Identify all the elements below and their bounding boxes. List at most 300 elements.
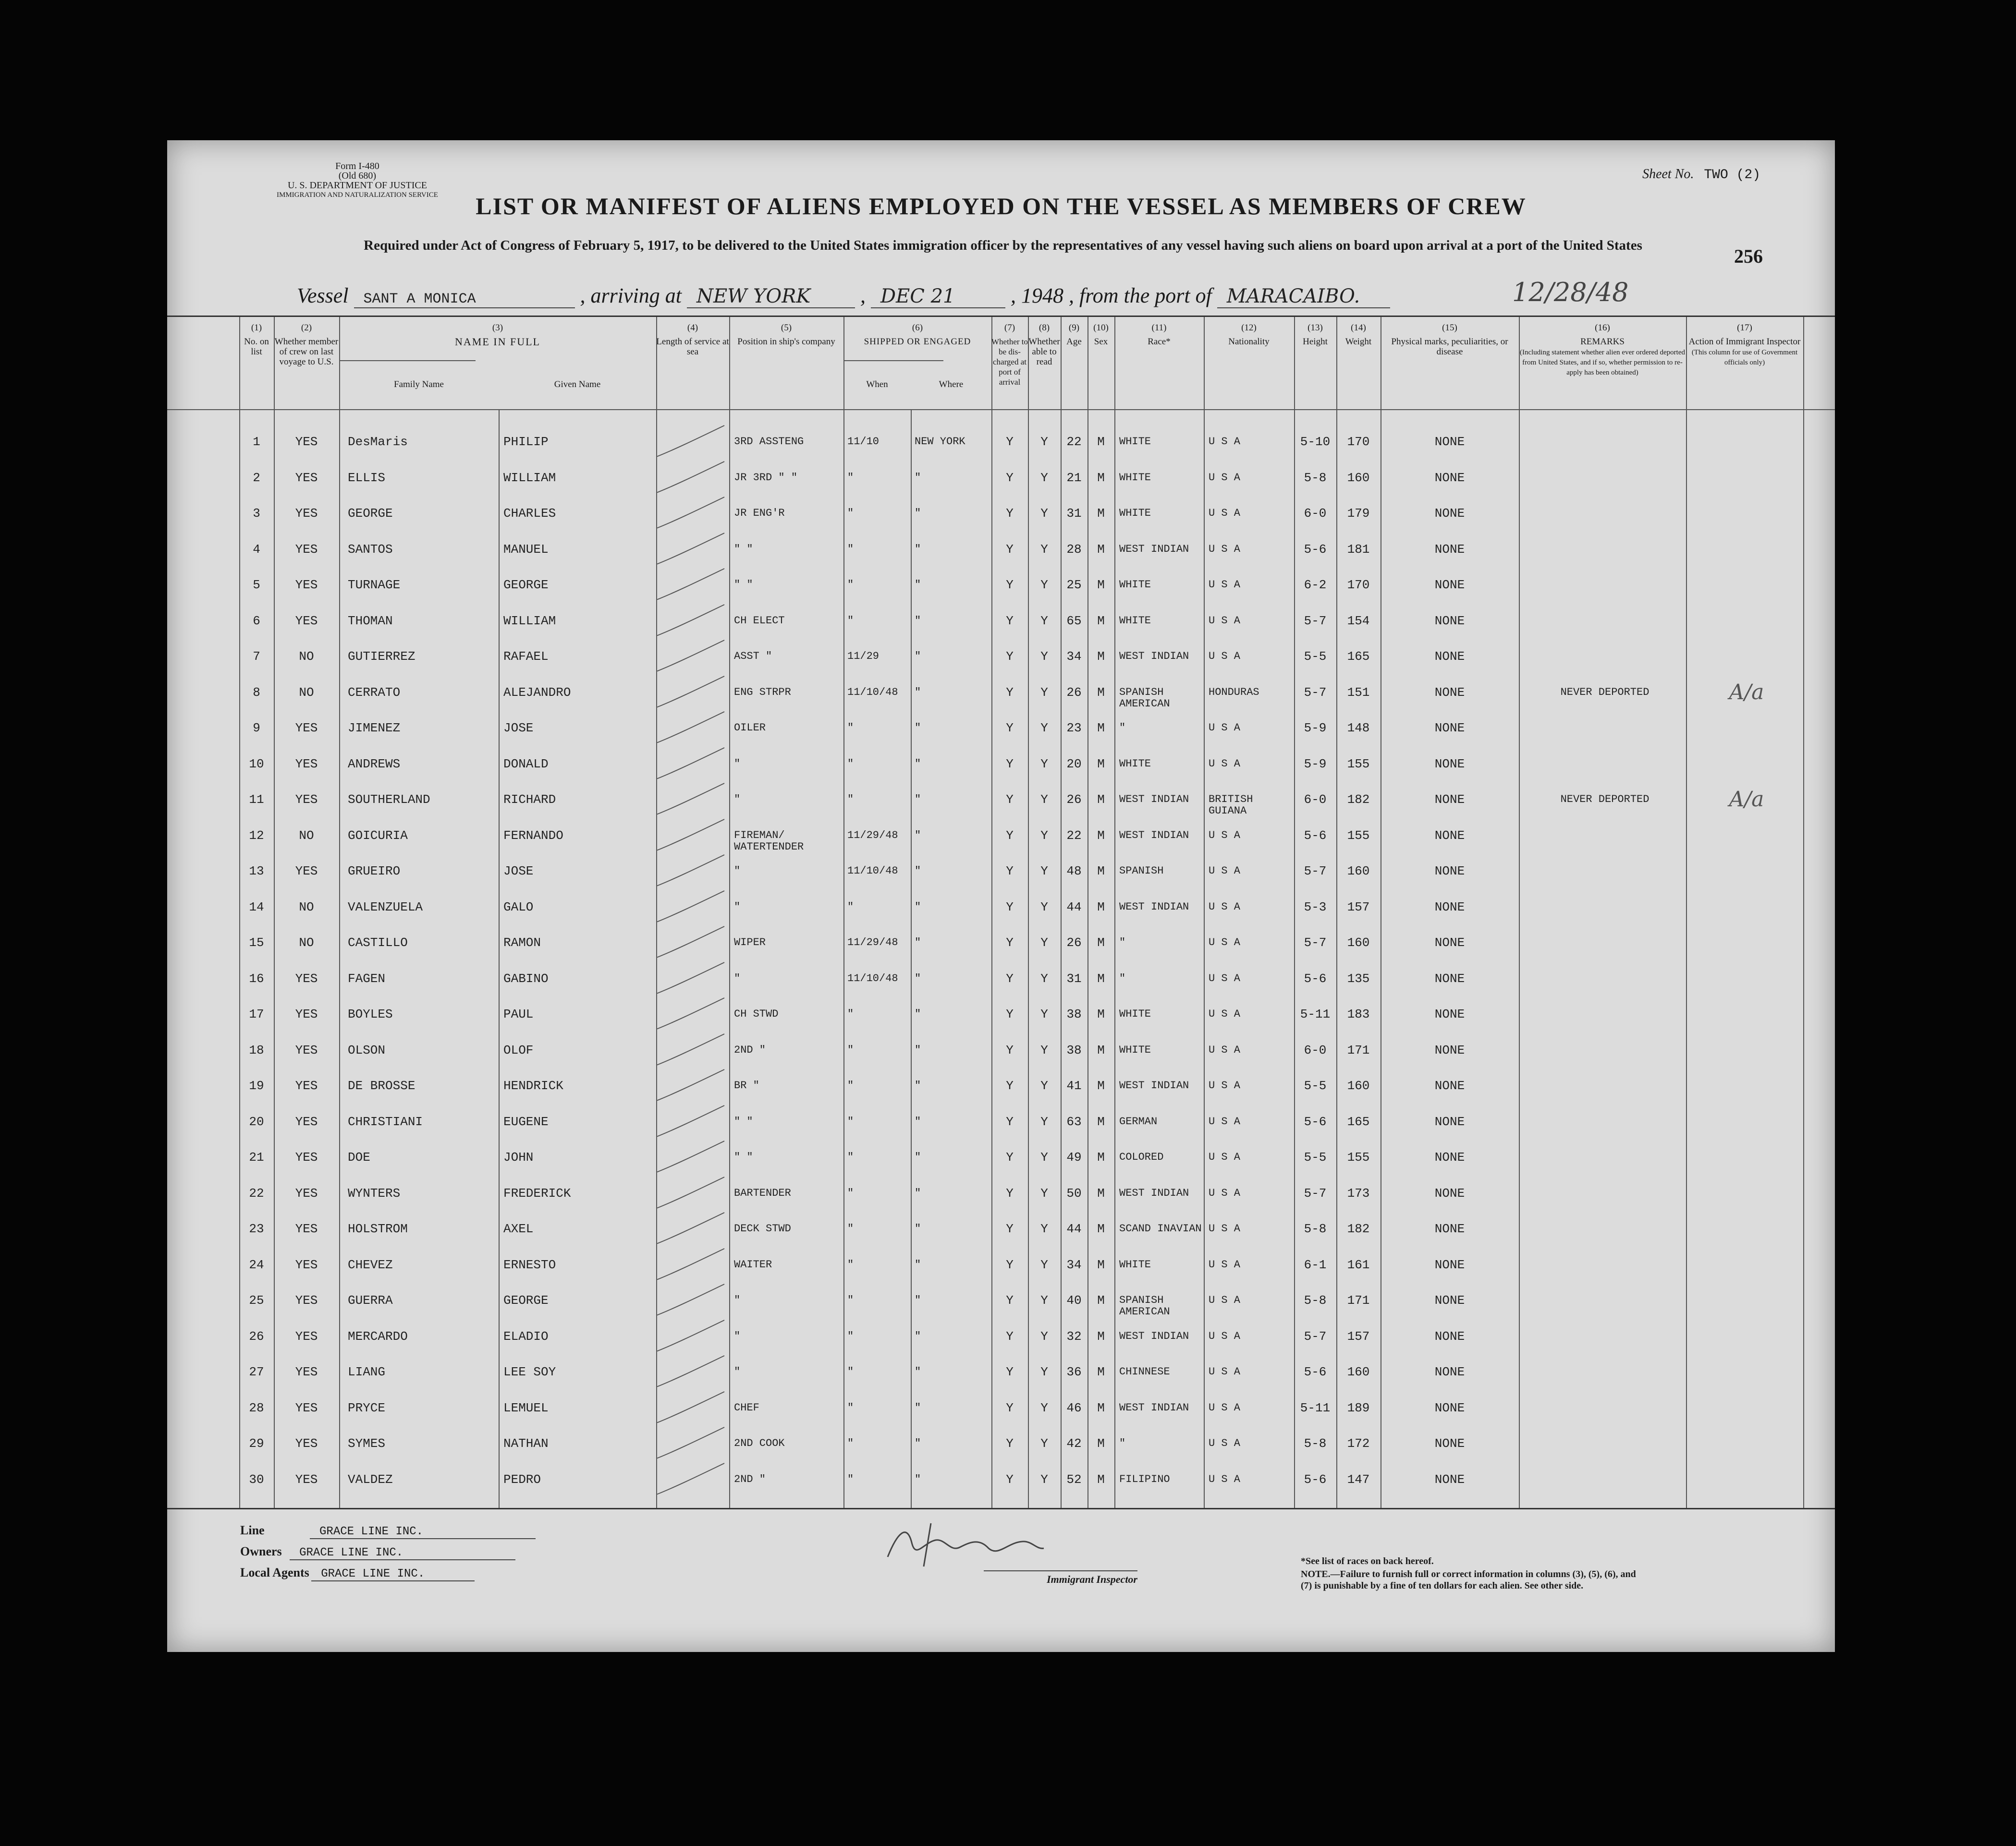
discharge-cell: Y	[1006, 435, 1014, 449]
row-number: 16	[249, 971, 264, 986]
read-cell: Y	[1040, 542, 1048, 557]
age-cell: 63	[1066, 1114, 1082, 1129]
nationality-cell: U S A	[1209, 579, 1241, 591]
age-cell: 22	[1066, 828, 1082, 843]
age-cell: 36	[1066, 1365, 1082, 1379]
age-cell: 65	[1066, 613, 1082, 628]
where-cell: "	[915, 1115, 921, 1128]
discharge-cell: Y	[1006, 1043, 1014, 1057]
header-divider	[167, 409, 1835, 410]
last-voyage-cell: YES	[295, 1365, 318, 1379]
race-cell: CHINNESE	[1119, 1366, 1170, 1378]
sex-cell: M	[1097, 1079, 1105, 1093]
read-cell: Y	[1040, 792, 1048, 807]
weight-cell: 165	[1347, 1114, 1370, 1129]
where-cell: "	[915, 1187, 921, 1199]
discharge-cell: Y	[1006, 470, 1014, 485]
sex-cell: M	[1097, 1043, 1105, 1057]
sex-cell: M	[1097, 1007, 1105, 1021]
family-name-cell: MERCARDO	[348, 1329, 408, 1344]
row-number: 20	[249, 1114, 264, 1129]
header-age: (9) Age	[1066, 323, 1082, 347]
race-cell: WHITE	[1119, 614, 1151, 627]
given-name-cell: FERNANDO	[503, 828, 563, 843]
where-cell: "	[915, 1151, 921, 1163]
race-cell: "	[1119, 936, 1126, 948]
nationality-cell: U S A	[1209, 1151, 1241, 1163]
nationality-cell: U S A	[1209, 829, 1241, 841]
table-row	[167, 1071, 1803, 1107]
table-row	[167, 1322, 1803, 1358]
service-length-stroke	[652, 566, 725, 602]
height-cell: 5-11	[1300, 1007, 1331, 1021]
where-cell: "	[915, 1330, 921, 1342]
last-voyage-cell: YES	[295, 1472, 318, 1487]
family-name-cell: CERRATO	[348, 685, 401, 700]
height-cell: 5-10	[1300, 435, 1331, 449]
where-cell: "	[915, 1473, 921, 1485]
header-height: (13) Height	[1303, 323, 1328, 347]
position-cell: BR "	[734, 1080, 759, 1092]
weight-cell: 182	[1347, 1222, 1370, 1236]
position-cell: ENG STRPR	[734, 686, 791, 698]
height-cell: 5-6	[1304, 1472, 1327, 1487]
family-name-cell: GEORGE	[348, 506, 393, 521]
race-cell: FILIPINO	[1119, 1473, 1170, 1485]
read-cell: Y	[1040, 756, 1048, 771]
service-length-stroke	[652, 1460, 725, 1496]
service-length-stroke	[652, 602, 725, 638]
nationality-cell: U S A	[1209, 614, 1241, 627]
given-name-cell: JOHN	[503, 1150, 534, 1165]
where-cell: "	[915, 579, 921, 591]
header-shipped: (6) SHIPPED OR ENGAGED	[864, 323, 971, 347]
race-cell: WHITE	[1119, 436, 1151, 448]
race-cell: SCAND INAVIAN	[1119, 1223, 1202, 1235]
stamp-date: 12/28/48	[1512, 277, 1629, 307]
given-name-cell: GEORGE	[503, 578, 549, 592]
race-cell: WHITE	[1119, 1008, 1151, 1020]
height-cell: 5-8	[1304, 1293, 1327, 1308]
age-cell: 21	[1066, 470, 1082, 485]
marks-cell: NONE	[1434, 1079, 1465, 1093]
given-name-cell: OLOF	[503, 1043, 534, 1057]
weight-cell: 160	[1347, 1365, 1370, 1379]
nationality-cell: U S A	[1209, 1008, 1241, 1020]
read-cell: Y	[1040, 1329, 1048, 1344]
given-name-cell: AXEL	[503, 1222, 534, 1236]
sex-cell: M	[1097, 1365, 1105, 1379]
family-name-cell: CHEVEZ	[348, 1257, 393, 1272]
family-name-cell: TURNAGE	[348, 578, 401, 592]
when-cell: "	[847, 1401, 854, 1414]
when-cell: "	[847, 579, 854, 591]
read-cell: Y	[1040, 435, 1048, 449]
last-voyage-cell: YES	[295, 1257, 318, 1272]
last-voyage-cell: YES	[295, 1293, 318, 1308]
read-cell: Y	[1040, 828, 1048, 843]
table-row	[167, 607, 1803, 643]
weight-cell: 151	[1347, 685, 1370, 700]
where-cell: "	[915, 793, 921, 805]
table-row	[167, 785, 1803, 821]
when-cell: 11/29	[847, 650, 880, 662]
service-length-stroke	[652, 1424, 725, 1460]
when-cell: 11/10/48	[847, 865, 898, 877]
nationality-cell: U S A	[1209, 865, 1241, 877]
header-service-length: (4) Length of service at sea	[656, 323, 729, 357]
family-name-cell: HOLSTROM	[348, 1222, 408, 1236]
marks-cell: NONE	[1434, 435, 1465, 449]
race-cell: WHITE	[1119, 1258, 1151, 1271]
race-cell: WEST INDIAN	[1119, 793, 1189, 805]
sex-cell: M	[1097, 899, 1105, 914]
age-cell: 34	[1066, 649, 1082, 664]
nationality-cell: U S A	[1209, 1258, 1241, 1271]
age-cell: 20	[1066, 756, 1082, 771]
where-cell: "	[915, 650, 921, 662]
when-cell: 11/10/48	[847, 972, 898, 984]
family-name-cell: VALDEZ	[348, 1472, 393, 1487]
weight-cell: 155	[1347, 756, 1370, 771]
inspector-label: Immigrant Inspector	[984, 1570, 1137, 1586]
when-cell: "	[847, 1187, 854, 1199]
form-service: IMMIGRATION AND NATURALIZATION SERVICE	[277, 191, 438, 199]
weight-cell: 148	[1347, 721, 1370, 735]
given-name-cell: WILLIAM	[503, 613, 556, 628]
race-cell: "	[1119, 972, 1126, 984]
family-name-cell: DOE	[348, 1150, 370, 1165]
where-cell: "	[915, 1401, 921, 1414]
where-cell: "	[915, 865, 921, 877]
header-last-voyage: (2) Whether member of crew on last voyage to U.S.	[274, 323, 339, 367]
year-prefix: , 19	[1010, 284, 1042, 307]
when-cell: "	[847, 1008, 854, 1020]
age-cell: 25	[1066, 578, 1082, 592]
last-voyage-cell: YES	[295, 435, 318, 449]
weight-cell: 173	[1347, 1186, 1370, 1201]
sheet-number	[1642, 167, 1760, 182]
position-cell: "	[734, 900, 741, 913]
last-voyage-cell: YES	[295, 1186, 318, 1201]
position-cell: " "	[734, 543, 753, 555]
marks-cell: NONE	[1434, 828, 1465, 843]
weight-cell: 160	[1347, 864, 1370, 878]
given-name-cell: DONALD	[503, 756, 549, 771]
sex-cell: M	[1097, 721, 1105, 735]
row-number: 6	[253, 613, 260, 628]
row-number: 23	[249, 1222, 264, 1236]
last-voyage-cell: NO	[299, 685, 314, 700]
given-name-cell: ERNESTO	[503, 1257, 556, 1272]
read-cell: Y	[1040, 613, 1048, 628]
when-cell: "	[847, 1151, 854, 1163]
given-name-cell: CHARLES	[503, 506, 556, 521]
family-name-cell: THOMAN	[348, 613, 393, 628]
when-cell: 11/10	[847, 436, 880, 448]
table-row	[167, 1358, 1803, 1394]
row-number: 9	[253, 721, 260, 735]
race-cell: WEST INDIAN	[1119, 543, 1189, 555]
last-voyage-cell: YES	[295, 1222, 318, 1236]
age-cell: 26	[1066, 935, 1082, 950]
discharge-cell: Y	[1006, 1472, 1014, 1487]
row-number: 18	[249, 1043, 264, 1057]
height-cell: 5-6	[1304, 1365, 1327, 1379]
nationality-cell: U S A	[1209, 436, 1241, 448]
marks-cell: NONE	[1434, 1222, 1465, 1236]
height-cell: 5-7	[1304, 935, 1327, 950]
sex-cell: M	[1097, 935, 1105, 950]
read-cell: Y	[1040, 721, 1048, 735]
read-cell: Y	[1040, 1043, 1048, 1057]
sex-cell: M	[1097, 1186, 1105, 1201]
last-voyage-cell: YES	[295, 578, 318, 592]
sex-cell: M	[1097, 542, 1105, 557]
read-cell: Y	[1040, 578, 1048, 592]
where-cell: "	[915, 686, 921, 698]
race-cell: SPANISH AMERICAN	[1119, 1294, 1170, 1318]
agents-label: Local Agents	[240, 1566, 309, 1579]
discharge-cell: Y	[1006, 935, 1014, 950]
nationality-cell: U S A	[1209, 900, 1241, 913]
discharge-cell: Y	[1006, 1222, 1014, 1236]
position-cell: JR ENG'R	[734, 507, 785, 519]
marks-cell: NONE	[1434, 1436, 1465, 1451]
marks-cell: NONE	[1434, 506, 1465, 521]
age-cell: 48	[1066, 864, 1082, 878]
last-voyage-cell: YES	[295, 1329, 318, 1344]
age-cell: 41	[1066, 1079, 1082, 1093]
position-cell: CH ELECT	[734, 614, 785, 627]
discharge-cell: Y	[1006, 1186, 1014, 1201]
inspector-signature	[878, 1514, 1070, 1576]
vessel-label: Vessel	[297, 284, 349, 307]
given-name-cell: GABINO	[503, 971, 549, 986]
weight-cell: 154	[1347, 613, 1370, 628]
race-cell: COLORED	[1119, 1151, 1164, 1163]
weight-cell: 171	[1347, 1293, 1370, 1308]
weight-cell: 160	[1347, 935, 1370, 950]
marks-cell: NONE	[1434, 470, 1465, 485]
row-number: 4	[253, 542, 260, 557]
given-name-cell: ALEJANDRO	[503, 685, 571, 700]
age-cell: 52	[1066, 1472, 1082, 1487]
read-cell: Y	[1040, 1150, 1048, 1165]
service-length-stroke	[652, 1174, 725, 1210]
table-row	[167, 642, 1803, 678]
row-number: 24	[249, 1257, 264, 1272]
header-nationality: (12) Nationality	[1228, 323, 1270, 347]
table-row	[167, 750, 1803, 786]
height-cell: 5-5	[1304, 1079, 1327, 1093]
weight-cell: 135	[1347, 971, 1370, 986]
service-length-stroke	[652, 459, 725, 495]
family-name-cell: WYNTERS	[348, 1186, 401, 1201]
position-cell: "	[734, 1330, 741, 1342]
read-cell: Y	[1040, 685, 1048, 700]
age-cell: 40	[1066, 1293, 1082, 1308]
service-length-stroke	[652, 1210, 725, 1246]
position-cell: OILER	[734, 722, 766, 734]
where-cell: "	[915, 1294, 921, 1306]
read-cell: Y	[1040, 1079, 1048, 1093]
table-row	[167, 928, 1803, 964]
marks-cell: NONE	[1434, 792, 1465, 807]
sex-cell: M	[1097, 1400, 1105, 1415]
race-cell: WEST INDIAN	[1119, 1401, 1189, 1414]
row-number: 26	[249, 1329, 264, 1344]
table-row	[167, 678, 1803, 714]
sex-cell: M	[1097, 1472, 1105, 1487]
family-name-cell: GOICURIA	[348, 828, 408, 843]
given-name-cell: FREDERICK	[503, 1186, 571, 1201]
position-cell: 3RD ASSTENG	[734, 436, 804, 448]
age-cell: 38	[1066, 1043, 1082, 1057]
table-row	[167, 1179, 1803, 1215]
position-cell: "	[734, 1366, 741, 1378]
row-number: 28	[249, 1400, 264, 1415]
marks-cell: NONE	[1434, 578, 1465, 592]
nationality-cell: U S A	[1209, 1223, 1241, 1235]
age-cell: 44	[1066, 899, 1082, 914]
weight-cell: 160	[1347, 470, 1370, 485]
discharge-cell: Y	[1006, 971, 1014, 986]
last-voyage-cell: YES	[295, 1007, 318, 1021]
discharge-cell: Y	[1006, 1400, 1014, 1415]
arriving-label: , arriving at	[580, 284, 682, 307]
read-cell: Y	[1040, 1007, 1048, 1021]
height-cell: 5-7	[1304, 685, 1327, 700]
given-name-cell: EUGENE	[503, 1114, 549, 1129]
where-cell: NEW YORK	[915, 436, 965, 448]
table-row	[167, 1251, 1803, 1287]
last-voyage-cell: YES	[295, 1079, 318, 1093]
when-cell: "	[847, 1115, 854, 1128]
nationality-cell: U S A	[1209, 722, 1241, 734]
marks-cell: NONE	[1434, 1472, 1465, 1487]
read-cell: Y	[1040, 971, 1048, 986]
position-cell: "	[734, 865, 741, 877]
position-cell: DECK STWD	[734, 1223, 791, 1235]
header-no: (1) No. on list	[244, 323, 269, 357]
sex-cell: M	[1097, 792, 1105, 807]
when-cell: "	[847, 1294, 854, 1306]
family-name-cell: VALENZUELA	[348, 899, 423, 914]
row-number: 10	[249, 756, 264, 771]
header-where: Where	[939, 379, 964, 389]
given-name-cell: NATHAN	[503, 1436, 549, 1451]
from-label: , from the port of	[1068, 284, 1212, 307]
form-old-number: (Old 680)	[338, 170, 377, 181]
header-position: (5) Position in ship's company	[737, 323, 835, 347]
position-cell: " "	[734, 579, 753, 591]
nationality-cell: U S A	[1209, 1330, 1241, 1342]
where-cell: "	[915, 1044, 921, 1056]
where-cell: "	[915, 471, 921, 484]
where-cell: "	[915, 1008, 921, 1020]
row-number: 3	[253, 506, 260, 521]
nationality-cell: BRITISH GUIANA	[1209, 793, 1253, 817]
age-cell: 32	[1066, 1329, 1082, 1344]
row-number: 30	[249, 1472, 264, 1487]
header-sex: (10) Sex	[1093, 323, 1109, 347]
height-cell: 5-6	[1304, 542, 1327, 557]
age-cell: 42	[1066, 1436, 1082, 1451]
position-cell: "	[734, 1294, 741, 1306]
read-cell: Y	[1040, 1293, 1048, 1308]
row-number: 21	[249, 1150, 264, 1165]
last-voyage-cell: YES	[295, 1043, 318, 1057]
height-cell: 5-7	[1304, 864, 1327, 878]
marks-cell: NONE	[1434, 1186, 1465, 1201]
last-voyage-cell: YES	[295, 756, 318, 771]
family-name-cell: CHRISTIANI	[348, 1114, 423, 1129]
position-cell: JR 3RD " "	[734, 471, 798, 484]
read-cell: Y	[1040, 1222, 1048, 1236]
sex-cell: M	[1097, 649, 1105, 664]
weight-cell: 182	[1347, 792, 1370, 807]
when-cell: 11/10/48	[847, 686, 898, 698]
read-cell: Y	[1040, 1186, 1048, 1201]
race-cell: SPANISH AMERICAN	[1119, 686, 1170, 710]
row-number: 19	[249, 1079, 264, 1093]
sex-cell: M	[1097, 435, 1105, 449]
action-cell: A/a	[1729, 680, 1764, 704]
agents-value: GRACE LINE INC.	[311, 1567, 475, 1581]
weight-cell: 147	[1347, 1472, 1370, 1487]
marks-cell: NONE	[1434, 864, 1465, 878]
table-row	[167, 964, 1803, 1000]
age-cell: 31	[1066, 971, 1082, 986]
sex-cell: M	[1097, 506, 1105, 521]
service-length-stroke	[652, 816, 725, 852]
header-weight: (14) Weight	[1345, 323, 1372, 347]
weight-cell: 171	[1347, 1043, 1370, 1057]
row-number: 7	[253, 649, 260, 664]
table-row	[167, 893, 1803, 929]
last-voyage-cell: NO	[299, 935, 314, 950]
when-cell: "	[847, 1330, 854, 1342]
family-name-cell: PRYCE	[348, 1400, 386, 1415]
read-cell: Y	[1040, 1472, 1048, 1487]
sex-cell: M	[1097, 578, 1105, 592]
given-name-cell: LEE SOY	[503, 1365, 556, 1379]
race-cell: "	[1119, 722, 1126, 734]
shipped-subheader-line	[843, 360, 943, 361]
row-number: 11	[249, 792, 264, 807]
given-name-cell: RICHARD	[503, 792, 556, 807]
page-subtitle: Required under Act of Congress of February 5, 1917, to be delivered to the United States immigration officer by the representatives of any vessel having such aliens on board upon arrival at a port of the United States	[364, 238, 1642, 253]
race-cell: WEST INDIAN	[1119, 1330, 1189, 1342]
height-cell: 6-1	[1304, 1257, 1327, 1272]
form-department: U. S. DEPARTMENT OF JUSTICE	[287, 180, 427, 191]
service-length-stroke	[652, 1031, 725, 1067]
discharge-cell: Y	[1006, 1436, 1014, 1451]
owners-label: Owners	[240, 1544, 282, 1558]
age-cell: 26	[1066, 792, 1082, 807]
weight-cell: 165	[1347, 649, 1370, 664]
discharge-cell: Y	[1006, 721, 1014, 735]
marks-cell: NONE	[1434, 649, 1465, 664]
remarks-cell: NEVER DEPORTED	[1560, 793, 1649, 805]
position-cell: WIPER	[734, 936, 766, 948]
service-length-stroke	[652, 1389, 725, 1425]
given-name-cell: PAUL	[503, 1007, 534, 1021]
when-cell: "	[847, 1080, 854, 1092]
height-cell: 5-6	[1304, 828, 1327, 843]
race-cell: WHITE	[1119, 1044, 1151, 1056]
